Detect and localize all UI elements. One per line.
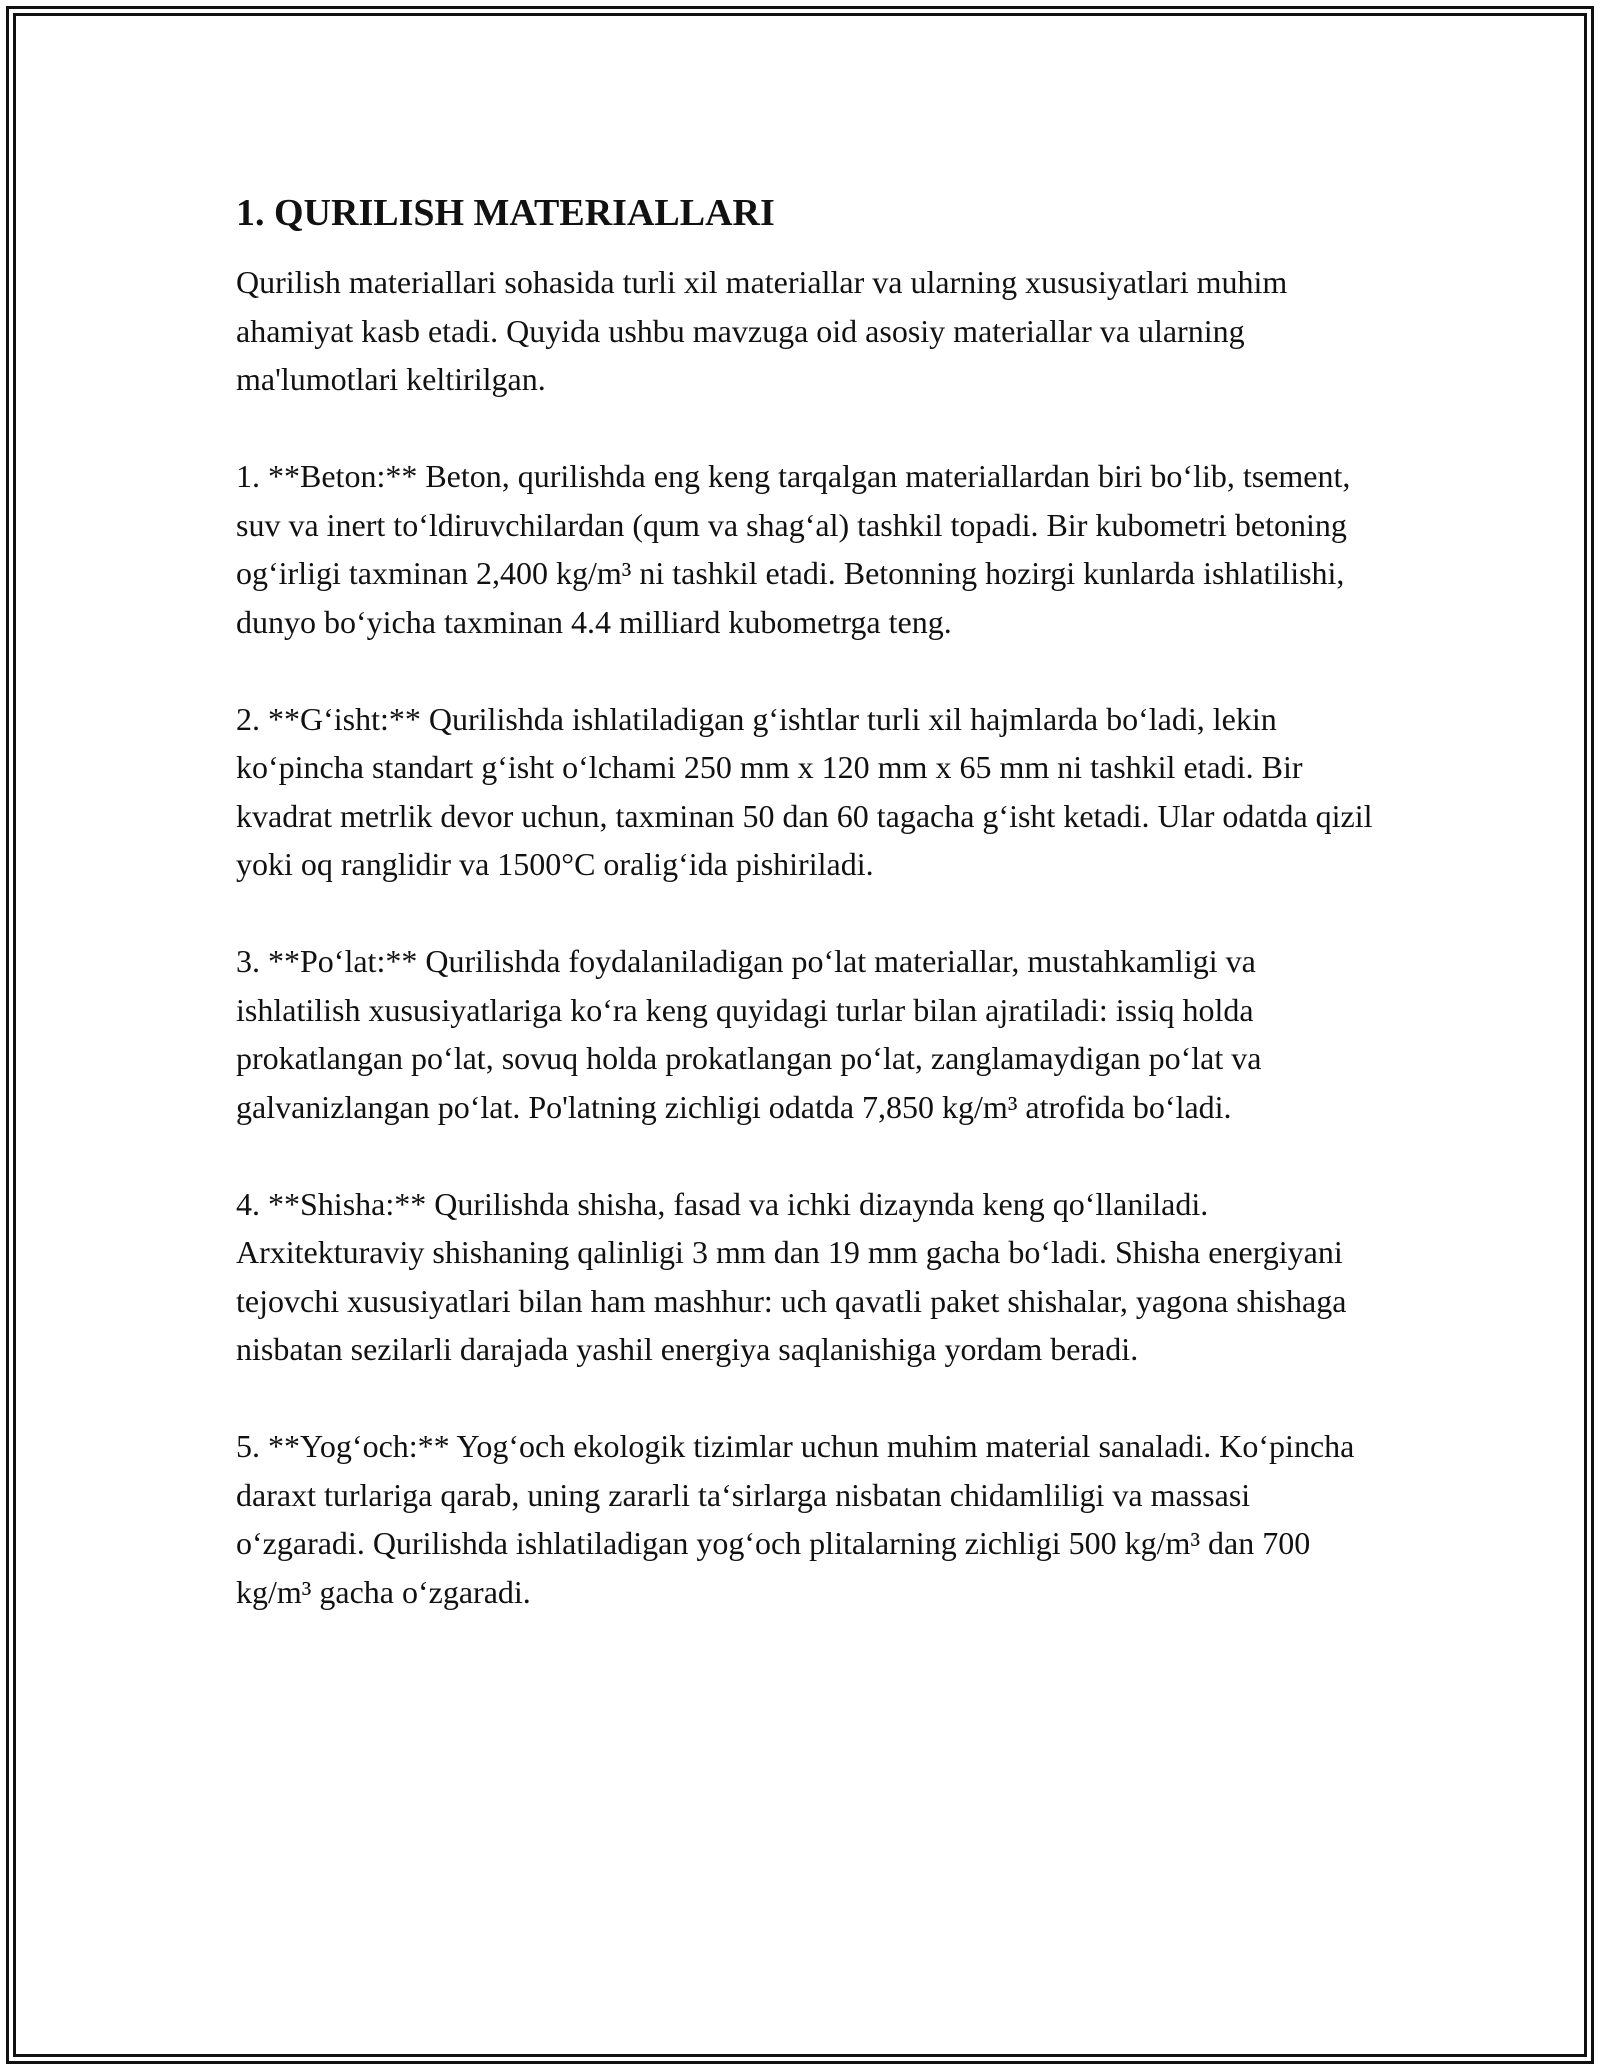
list-item-gisht: 2. **G‘isht:** Qurilishda ishlatiladigan g‘ishtlar turli xil hajmlarda bo‘ladi, lekin ko‘pincha standart g‘isht o‘lchami 250 mm x 120 mm x 65 mm ni tashkil etadi. Bir kvadrat metrlik devor uchun, taxminan 50 dan 60 tagacha g‘isht ketadi. Ular odatda qizil yoki oq ranglidir va 1500°C oralig‘ida pishiriladi. bbox=[236, 700, 1373, 882]
list-item-beton: 1. **Beton:** Beton, qurilishda eng keng tarqalgan materiallardan biri bo‘lib, tsement, suv va inert to‘ldiruvchilardan (qum va shag‘al) tashkil topadi. Bir kubometri betoning og‘irligi taxminan 2,400 kg/m³ ni tashkil etadi. Betonning hozirgi kunlarda ishlatilishi, dunyo bo‘yicha taxminan 4.4 milliard kubometrga teng. bbox=[236, 458, 1351, 640]
section-heading: 1. QURILISH MATERIALLARI bbox=[236, 192, 775, 234]
document-page bbox=[236, 190, 1386, 1665]
list-item-shisha: 4. **Shisha:** Qurilishda shisha, fasad va ichki dizaynda keng qo‘llaniladi. Arxitekturaviy shishaning qalinligi 3 mm dan 19 mm gacha bo‘ladi. Shisha energiyani tejovchi xususiyatlari bilan ham mashhur: uch qavatli paket shishalar, yagona shishaga nisbatan sezilarli darajada yashil energiya saqlanishiga yordam beradi. bbox=[236, 1185, 1347, 1367]
intro-paragraph: Qurilish materiallari sohasida turli xil materiallar va ularning xususiyatlari muhim ahamiyat kasb etadi. Quyida ushbu mavzuga oid asosiy materiallar va ularning ma'lumotlari keltirilgan. bbox=[236, 264, 1288, 397]
list-item-polat: 3. **Po‘lat:** Qurilishda foydalaniladigan po‘lat materiallar, mustahkamligi va ishlatilish xususiyatlariga ko‘ra keng quyidagi turlar bilan ajratiladi: issiq holda prokatlangan po‘lat, sovuq holda prokatlangan po‘lat, zanglamaydigan po‘lat va galvanizlangan po‘lat. Po'latning zichligi odatda 7,850 kg/m³ atrofida bo‘ladi. bbox=[236, 943, 1262, 1125]
list-item-yogoch: 5. **Yog‘och:** Yog‘och ekologik tizimlar uchun muhim material sanaladi. Ko‘pincha daraxt turlariga qarab, uning zararli ta‘sirlarga nisbatan chidamliligi va massasi o‘zgaradi. Qurilishda ishlatiladigan yog‘och plitalarning zichligi 500 kg/m³ dan 700 kg/m³ gacha o‘zgaradi. bbox=[236, 1428, 1355, 1610]
